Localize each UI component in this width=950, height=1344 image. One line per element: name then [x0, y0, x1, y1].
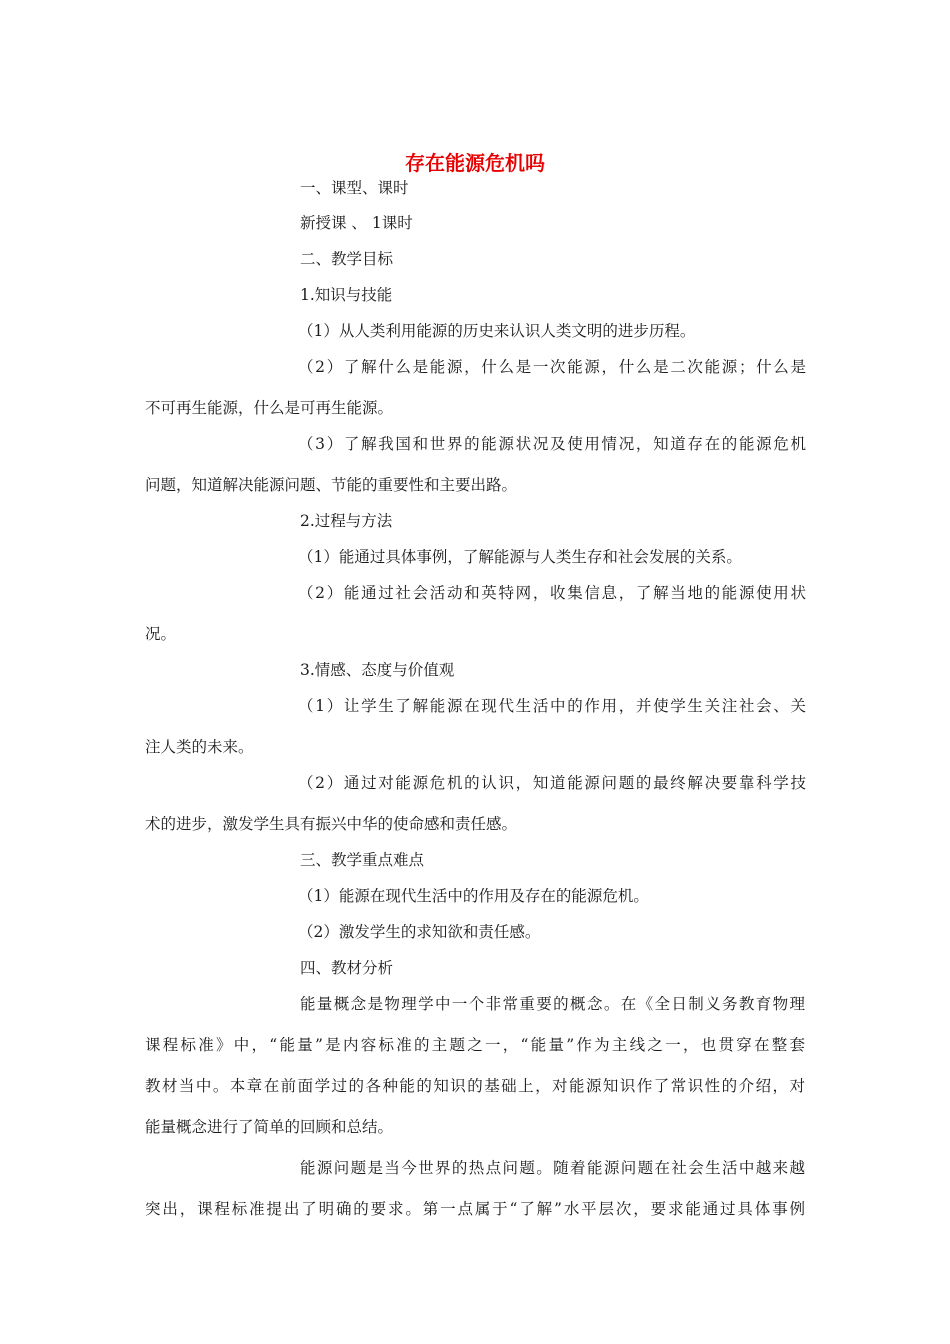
- paragraph-line: （1）能源在现代生活中的作用及存在的能源危机。: [298, 887, 649, 905]
- paragraph-line: （1）让学生了解能源在现代生活中的作用，并使学生关注社会、关: [298, 697, 806, 715]
- paragraph-line: （3）了解我国和世界的能源状况及使用情况，知道存在的能源危机: [298, 435, 806, 453]
- paragraph-line: （1）能通过具体事例，了解能源与人类生存和社会发展的关系。: [298, 548, 742, 566]
- paragraph-line: 能量概念是物理学中一个非常重要的概念。在《全日制义务教育物理: [300, 995, 805, 1013]
- paragraph-line: 术的进步，激发学生具有振兴中华的使命感和责任感。: [145, 815, 518, 833]
- subheading-process: 2.过程与方法: [300, 512, 393, 530]
- paragraph-line: （1）从人类利用能源的历史来认识人类文明的进步历程。: [298, 322, 696, 340]
- paragraph-line: （2）激发学生的求知欲和责任感。: [298, 923, 541, 941]
- paragraph-line: 况。: [145, 625, 177, 643]
- paragraph-line: 能源问题是当今世界的热点问题。随着能源问题在社会生活中越来越: [300, 1159, 805, 1177]
- paragraph-line: 能量概念进行了简单的回顾和总结。: [145, 1118, 394, 1136]
- paragraph-line: 注人类的未来。: [145, 738, 254, 756]
- section-heading-course-type: 一、课型、课时: [300, 179, 409, 197]
- section-heading-analysis: 四、教材分析: [300, 959, 394, 977]
- section-heading-key-points: 三、教学重点难点: [300, 851, 425, 869]
- section-heading-objectives: 二、教学目标: [300, 250, 394, 268]
- paragraph-line: （2）通过对能源危机的认识，知道能源问题的最终解决要靠科学技: [298, 774, 806, 792]
- paragraph-line: 教材当中。本章在前面学过的各种能的知识的基础上，对能源知识作了常识性的介绍，对: [145, 1077, 805, 1095]
- document-title: 存在能源危机吗: [405, 151, 545, 175]
- paragraph-line: 不可再生能源，什么是可再生能源。: [145, 399, 394, 417]
- subheading-attitude: 3.情感、态度与价值观: [300, 661, 455, 679]
- paragraph-line: 问题，知道解决能源问题、节能的重要性和主要出路。: [145, 476, 518, 494]
- paragraph-line: 突出，课程标准提出了明确的要求。第一点属于“了解”水平层次，要求能通过具体事例: [145, 1200, 805, 1218]
- paragraph-line: （2）能通过社会活动和英特网，收集信息，了解当地的能源使用状: [298, 584, 806, 602]
- paragraph-line: （2）了解什么是能源，什么是一次能源，什么是二次能源；什么是: [298, 358, 806, 376]
- paragraph-line: 课程标准》中，“能量”是内容标准的主题之一，“能量”作为主线之一，也贯穿在整套: [145, 1036, 805, 1054]
- subheading-knowledge: 1.知识与技能: [300, 286, 393, 304]
- course-type-text: 新授课 、 1课时: [300, 214, 413, 232]
